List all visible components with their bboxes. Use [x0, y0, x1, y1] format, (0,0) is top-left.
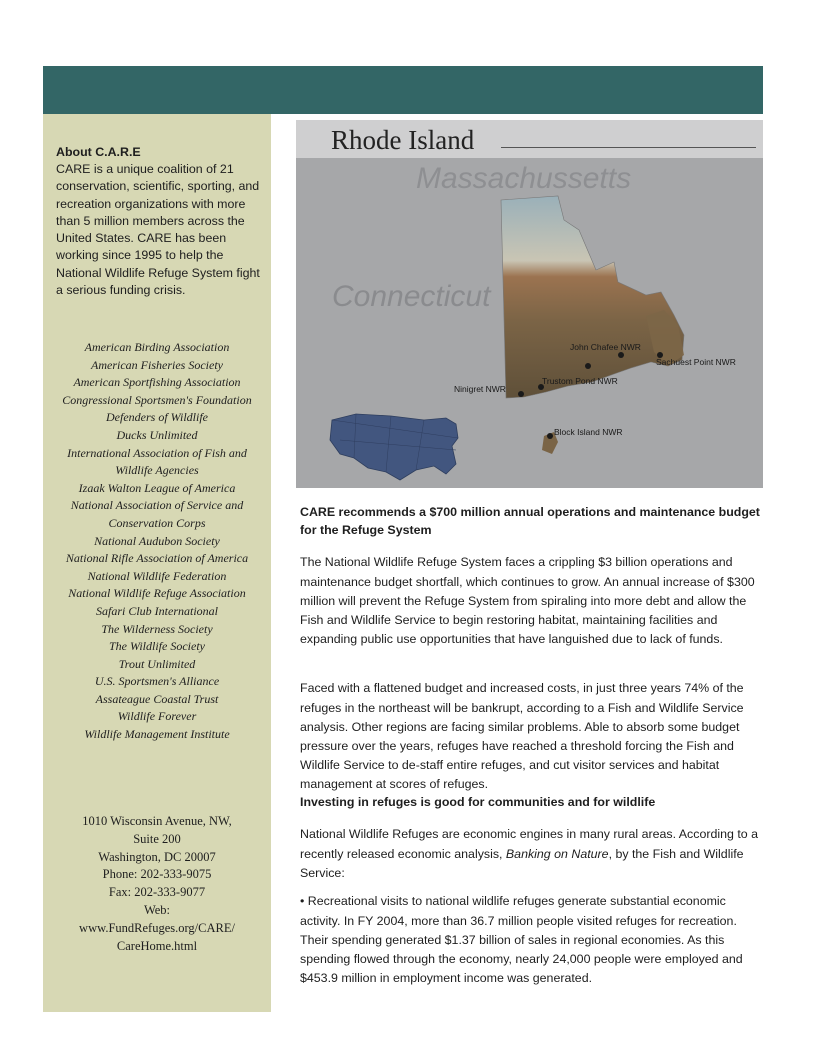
- map-label-connecticut: Connecticut: [332, 280, 491, 313]
- member-item: Safari Club International: [95, 603, 218, 618]
- block-island-dot: [547, 433, 553, 439]
- member-item: American Fisheries Society: [91, 357, 223, 372]
- bullet-recreational-visits: • Recreational visits to national wildlife refuges generate substantial economic activity. In FY 2004, more than 36.7 million people visited refuges for recreation. Their spending generated $1.37 billion of sales in regional economies. As this spending flowed through the economy, nearly 24,000 people were employed and $453.9 million in employment income was generated.: [300, 894, 743, 986]
- member-item: Assateague Coastal Trust: [95, 691, 219, 706]
- about-text: CARE is a unique coalition of 21 conservation, scientific, sporting, and recreation organizations with more than 5 million members across the United States. CARE has been working since 1995 to help the National Wildlife Refuge System fight a serious funding crisis.: [56, 162, 260, 298]
- member-item: National Audubon Society: [94, 533, 220, 548]
- map-label-massachusetts: Massachussetts: [416, 162, 632, 195]
- rhode-island-map: [296, 120, 763, 488]
- address-phone: Phone: 202-333-9075: [102, 867, 212, 882]
- report-title: Banking on Nature: [505, 846, 609, 861]
- paragraph-shortfall: The National Wildlife Refuge System faces a crippling $3 billion operations and maintenance budget shortfall, which continues to grow. An annual increase of $300 million will prevent the Refuge System from spiraling into more debt and allow the Fish and Wildlife Service to begin restoring habitat, maintaining facilities and expanding public use opportunities that have languished due to lack of funds.: [300, 555, 755, 647]
- heading-budget: CARE recommends a $700 million annual operations and maintenance budget for the Refuge System: [300, 505, 760, 537]
- member-item: National Association of Service and Conservation Corps: [70, 498, 244, 530]
- p3-text-end: , by the Fish and Wildlife Service:: [300, 846, 744, 880]
- sachuest-label: Sachuest Point NWR: [656, 357, 736, 367]
- address-web-label: Web:: [143, 902, 171, 917]
- address-city: Washington, DC 20007: [98, 849, 216, 864]
- member-item: Izaak Walton League of America: [78, 480, 236, 495]
- header-band: [43, 66, 763, 114]
- map-title: Rhode Island: [331, 125, 475, 155]
- sidebar: [43, 114, 271, 1012]
- member-item: Defenders of Wildlife: [106, 410, 208, 425]
- member-item: The Wilderness Society: [101, 621, 213, 636]
- address-block: [55, 813, 259, 955]
- p3-text-start: National Wildlife Refuges are economic engines in many rural areas. According to a recently released economic analysis,: [300, 827, 758, 861]
- address-web-url[interactable]: www.FundRefuges.org/CARE/ CareHome.html: [79, 920, 235, 953]
- member-item: Wildlife Management Institute: [84, 727, 230, 742]
- trustom-label: Trustom Pond NWR: [542, 376, 618, 386]
- ninigret-label: Ninigret NWR: [454, 384, 506, 394]
- rhode-island-shape: [501, 196, 684, 398]
- member-list: [52, 339, 262, 744]
- member-item: American Birding Association: [84, 340, 230, 354]
- member-item: Wildlife Forever: [117, 709, 197, 724]
- john-chafee-dot: [585, 363, 591, 369]
- member-item: International Association of Fish and Wildlife Agencies: [67, 445, 247, 478]
- member-item: Trout Unlimited: [118, 656, 196, 671]
- block-island-label: Block Island NWR: [554, 427, 623, 437]
- member-item: American Sportfishing Association: [73, 375, 241, 390]
- member-item: National Wildlife Refuge Association: [68, 586, 246, 601]
- map-illustration: [296, 120, 763, 488]
- address-suite: Suite 200: [133, 831, 181, 846]
- john-chafee-label: John Chafee NWR: [570, 342, 641, 352]
- about-title: About C.A.R.E: [56, 145, 141, 159]
- heading-investing: Investing in refuges is good for communities and for wildlife: [300, 795, 656, 809]
- member-item: U.S. Sportsmen's Alliance: [94, 674, 220, 689]
- member-item: Ducks Unlimited: [116, 427, 198, 442]
- john-chafee-dot-2: [618, 352, 624, 358]
- paragraph-economic-engines: [300, 825, 766, 883]
- member-item: The Wildlife Society: [109, 639, 205, 654]
- member-item: National Rifle Association of America: [65, 551, 249, 566]
- address-fax: Fax: 202-333-9077: [108, 885, 206, 900]
- paragraph-flattened-budget: Faced with a flattened budget and increased costs, in just three years 74% of the refuges in the northeast will be bankrupt, according to a Fish and Wildlife Service analysis. Other regions are facing similar problems. Able to absorb some budget pressure over the years, refuges have reached a threshold forcing the Fish and Wildlife Service to de-staff entire refuges, and cut visitor services and habitat management at scores of refuges.: [300, 681, 744, 792]
- member-item: National Wildlife Federation: [87, 568, 227, 583]
- usa-silhouette: [330, 414, 458, 480]
- ninigret-dot: [518, 391, 524, 397]
- address-street: 1010 Wisconsin Avenue, NW,: [82, 814, 232, 828]
- member-item: Congressional Sportsmen's Foundation: [62, 392, 252, 407]
